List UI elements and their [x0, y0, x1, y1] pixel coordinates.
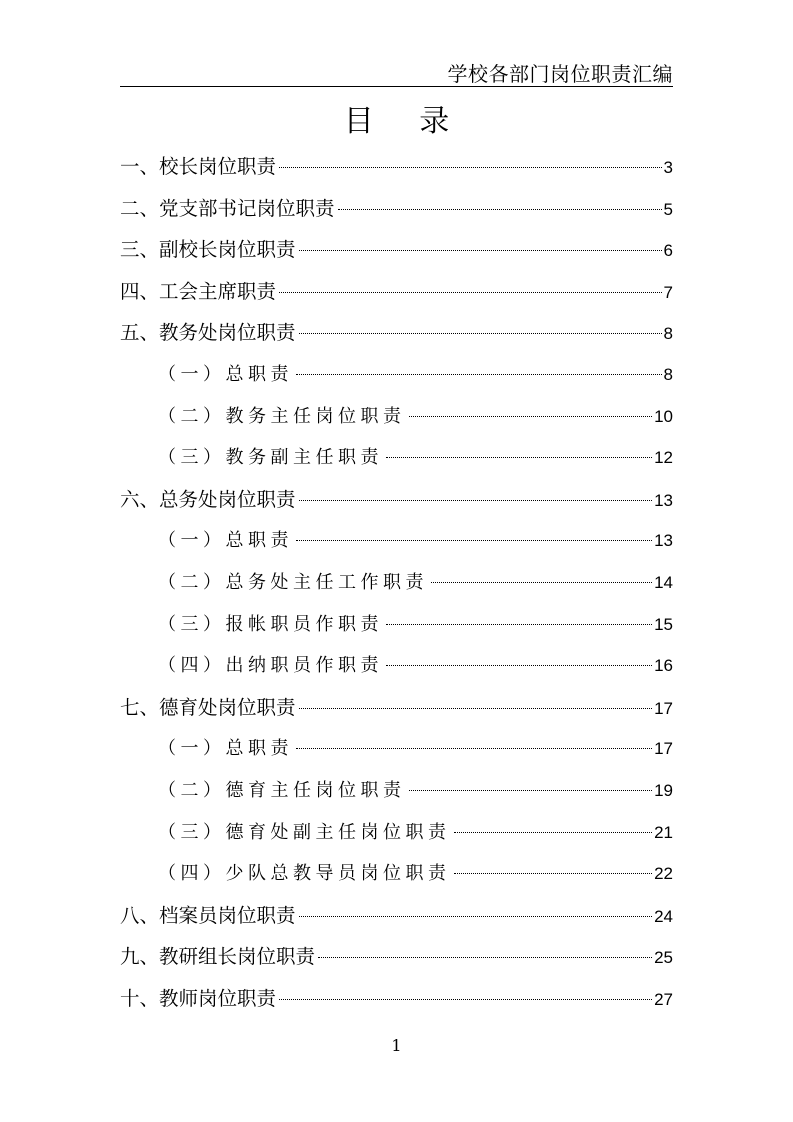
- toc-entry-page: 25: [654, 948, 673, 968]
- toc-entry-label: 六、总务处岗位职责: [120, 487, 296, 511]
- toc-entry-page: 3: [663, 158, 673, 177]
- toc-entry[interactable]: [120, 853, 673, 895]
- toc-entry-label: 九、教研组长岗位职责: [120, 945, 316, 969]
- toc-entry-label: 五、教务处岗位职责: [120, 321, 296, 345]
- toc-entry-page: 12: [654, 448, 673, 468]
- toc-entry-page: 13: [654, 531, 673, 551]
- toc-dot-leader: [299, 250, 662, 251]
- toc-dot-leader: [338, 209, 662, 210]
- toc-dot-leader: [454, 832, 653, 833]
- toc-entry-page: 24: [654, 906, 673, 926]
- toc-entry[interactable]: [120, 312, 673, 354]
- table-of-contents: [120, 146, 673, 1019]
- toc-entry-label: （四）出纳职员作职责: [158, 655, 383, 677]
- toc-entry-page: 10: [654, 406, 673, 426]
- toc-dot-leader: [318, 957, 652, 958]
- toc-entry[interactable]: [120, 188, 673, 230]
- toc-entry-page: 16: [654, 656, 673, 676]
- toc-dot-leader: [279, 999, 652, 1000]
- toc-entry-page: 6: [663, 241, 673, 261]
- toc-entry[interactable]: [120, 895, 673, 937]
- toc-entry-label: 一、校长岗位职责: [120, 155, 277, 178]
- toc-dot-leader: [386, 624, 652, 625]
- toc-entry[interactable]: [120, 479, 673, 521]
- document-header-title: 学校各部门岗位职责汇编: [447, 62, 673, 86]
- toc-dot-leader: [409, 790, 653, 791]
- toc-entry-page: 15: [654, 614, 673, 634]
- toc-entry[interactable]: [120, 271, 673, 313]
- page-number: 1: [391, 1036, 402, 1055]
- toc-entry-page: 19: [654, 780, 673, 800]
- toc-dot-leader: [431, 582, 652, 583]
- toc-entry[interactable]: [120, 604, 673, 646]
- toc-entry-page: 8: [663, 364, 673, 384]
- toc-entry-label: （一）总职责: [158, 738, 293, 760]
- toc-entry-page: 8: [663, 324, 673, 344]
- toc-entry-page: 17: [654, 739, 673, 759]
- toc-entry-label: （一）总职责: [158, 530, 293, 552]
- toc-entry[interactable]: [120, 978, 673, 1020]
- toc-entry-page: 13: [654, 490, 673, 510]
- toc-dot-leader: [279, 167, 662, 168]
- toc-entry-page: 21: [654, 822, 673, 842]
- toc-dot-leader: [386, 457, 652, 458]
- toc-entry-label: 八、档案员岗位职责: [120, 903, 296, 927]
- toc-entry[interactable]: [120, 437, 673, 479]
- toc-entry-page: 27: [654, 989, 673, 1009]
- toc-entry[interactable]: [120, 354, 673, 396]
- toc-entry[interactable]: [120, 812, 673, 854]
- toc-entry[interactable]: [120, 728, 673, 770]
- toc-entry-label: （一）总职责: [158, 363, 293, 385]
- toc-entry-page: 7: [663, 282, 673, 302]
- toc-entry[interactable]: [120, 229, 673, 271]
- toc-entry-label: （二）德育主任岗位职责: [158, 779, 406, 801]
- toc-entry-page: 22: [654, 864, 673, 884]
- toc-dot-leader: [299, 708, 653, 709]
- toc-dot-leader: [296, 374, 662, 375]
- toc-dot-leader: [299, 500, 653, 501]
- toc-entry-page: 5: [663, 199, 673, 219]
- toc-dot-leader: [454, 873, 653, 874]
- toc-entry-label: 二、党支部书记岗位职责: [120, 196, 335, 220]
- toc-entry[interactable]: [120, 645, 673, 687]
- toc-entry-label: （二）教务主任岗位职责: [158, 405, 406, 427]
- toc-entry-label: 七、德育处岗位职责: [120, 695, 296, 719]
- toc-entry[interactable]: [120, 520, 673, 562]
- toc-entry-label: （三）报帐职员作职责: [158, 613, 383, 635]
- toc-heading: 目 录: [343, 104, 468, 139]
- toc-dot-leader: [299, 333, 662, 334]
- toc-dot-leader: [279, 292, 662, 293]
- toc-entry[interactable]: [120, 770, 673, 812]
- toc-entry[interactable]: [120, 396, 673, 438]
- header-rule: [120, 86, 673, 87]
- toc-entry-label: 三、副校长岗位职责: [120, 238, 296, 262]
- toc-entry-page: 14: [654, 572, 673, 592]
- toc-entry[interactable]: [120, 562, 673, 604]
- toc-dot-leader: [299, 916, 653, 917]
- toc-entry-label: （三）教务副主任职责: [158, 447, 383, 469]
- toc-entry-label: 四、工会主席职责: [120, 279, 277, 303]
- toc-entry[interactable]: [120, 936, 673, 978]
- toc-entry-label: 十、教师岗位职责: [120, 986, 277, 1010]
- toc-dot-leader: [296, 748, 652, 749]
- toc-entry[interactable]: [120, 687, 673, 729]
- toc-entry-page: 17: [654, 698, 673, 718]
- toc-dot-leader: [386, 665, 652, 666]
- toc-dot-leader: [296, 540, 652, 541]
- toc-entry-label: （四）少队总教导员岗位职责: [158, 863, 451, 885]
- toc-dot-leader: [409, 416, 653, 417]
- toc-entry-label: （二）总务处主任工作职责: [158, 571, 428, 593]
- toc-entry-label: （三）德育处副主任岗位职责: [158, 821, 451, 843]
- toc-entry[interactable]: [120, 146, 673, 188]
